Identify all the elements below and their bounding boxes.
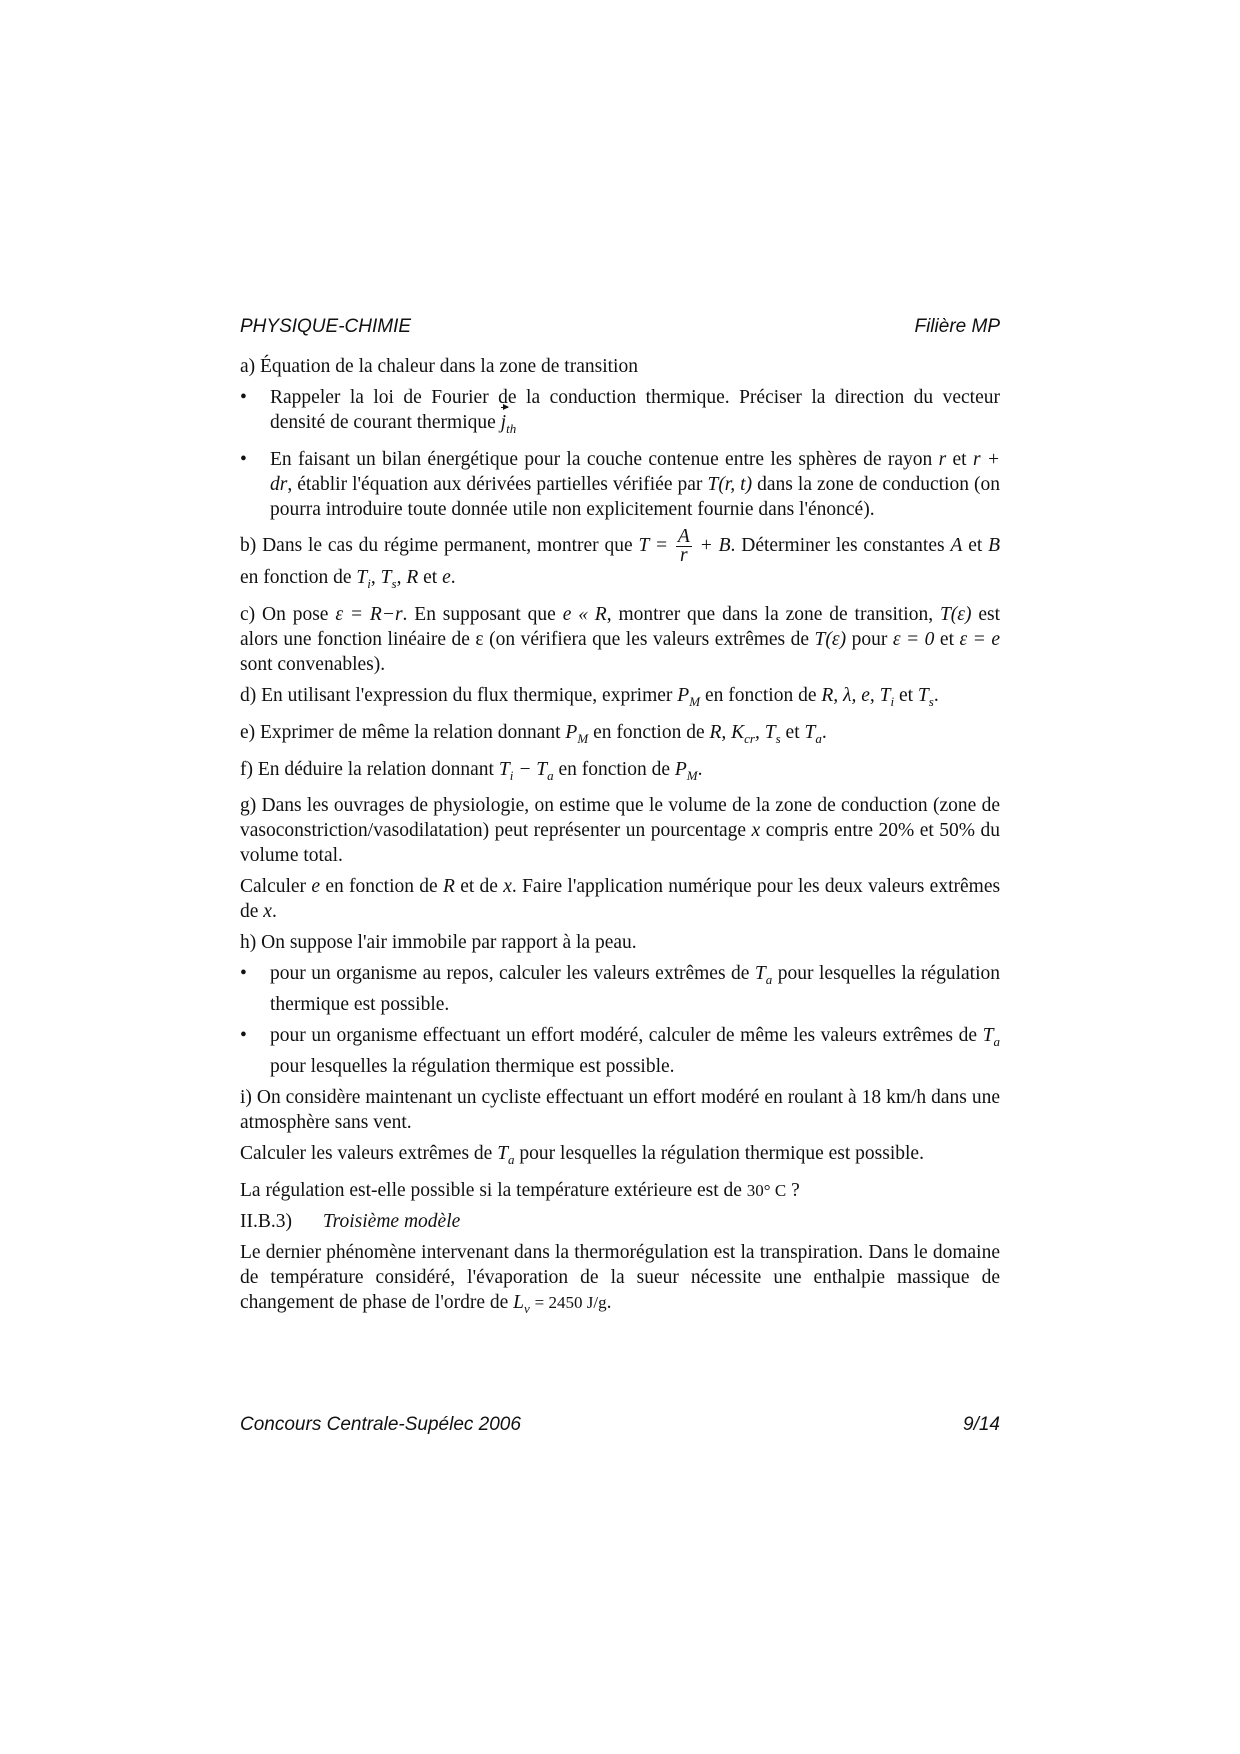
section-f: f) En déduire la relation donnant $T_i - T_a$ en fonction de $P_M$. [240, 758, 703, 783]
section-e: e) Exprimer de même la relation donnant $P_M$ en fonction de R, $K_{cr}$, $T_s$ et $T_a$. [240, 721, 827, 746]
section-g-calc: Calculer e en fonction de R et de x. Faire l'application numérique pour les deux valeurs extrêmes de x. [240, 876, 1001, 923]
section-i: i) On considère maintenant un cycliste effectuant un effort modéré en roulant à 18 km/h dans une atmosphère sans vent. [240, 1087, 1000, 1134]
section-g: g) Dans les ouvrages de physiologie, on estime que le volume de la zone de conduction (zone de vasoconstriction/vasodilatation) peut représenter un pourcentage x compris entre 20% et 50% du volume total. [240, 795, 1001, 867]
section-d: d) En utilisant l'expression du flux thermique, exprimer $P_M$ en fonction de R, λ, e, $T_i$ et $T_s$. [240, 684, 939, 709]
section-a-bullet-2: • En faisant un bilan énergétique pour la couche contenue entre les sphères de rayon r et r + dr, établir l'équation aux dérivées partielles vérifiée par T(r, t) dans la zone de conduction (on pourra introduire toute donnée utile non explicitement fournie dans l'énoncé). [240, 448, 1001, 520]
section-h-bullet-2: • pour un organisme effectuant un effort modéré, calculer de même les valeurs extrêmes de $T_a$ pour lesquelles la régulation thermique est possible. [240, 1025, 1000, 1078]
header-track: Filière MP [914, 316, 1000, 337]
section-c: c) On pose ε = R−r. En supposant que e « R, montrer que dans la zone de transition, T(ε) est alors une fonction linéaire de ε (on vérifiera que les valeurs extrêmes de T(ε) pour ε = 0 et ε = e sont convenables). [240, 603, 1000, 675]
section-a-bullet-1: • Rappeler la loi de Fourier de la conduction thermique. Préciser la direction du vecteur densité de courant thermique $j_{th}$ [240, 387, 1000, 436]
subsection-heading: II.B.3) Troisième modèle [240, 1211, 461, 1233]
footer-contest: Concours Centrale-Supélec 2006 [240, 1414, 521, 1435]
page-footer [240, 1414, 1000, 1436]
bullet-dot: • [240, 387, 247, 408]
page-header [240, 316, 1000, 338]
bullet-dot: • [240, 1025, 247, 1047]
page-body [240, 354, 1000, 1327]
fraction-a-over-r: $\frac{A}{r}$ [677, 525, 690, 566]
footer-page-number: 9/14 [963, 1414, 1000, 1435]
section-b: b) Dans le cas du régime permanent, montrer que T = $\frac{A}{r}$ + B. Déterminer les constantes A et B en fonction de $T_i$, $T_s$, R et e. [240, 525, 1001, 591]
section-last: Le dernier phénomène intervenant dans la thermorégulation est la transpiration. Dans le domaine de température considéré, l'évaporation de la sueur nécessite une enthalpie massique de changement de phase de l'ordre de $L_v = 2450$ J/g. [240, 1242, 1000, 1317]
bullet-dot: • [240, 963, 247, 985]
section-h-title: h) On suppose l'air immobile par rapport à la peau. [240, 932, 637, 954]
section-i-question: La régulation est-elle possible si la température extérieure est de 30° C ? [240, 1180, 800, 1202]
section-i-calc: Calculer les valeurs extrêmes de $T_a$ pour lesquelles la régulation thermique est possible. [240, 1143, 924, 1168]
section-a-title: a) Équation de la chaleur dans la zone de transition [240, 356, 638, 377]
vector-j: j [500, 412, 507, 433]
header-subject: PHYSIQUE-CHIMIE [240, 316, 412, 337]
section-h-bullet-1: • pour un organisme au repos, calculer les valeurs extrêmes de $T_a$ pour lesquelles la régulation thermique est possible. [240, 963, 1000, 1016]
bullet-dot: • [240, 448, 247, 470]
